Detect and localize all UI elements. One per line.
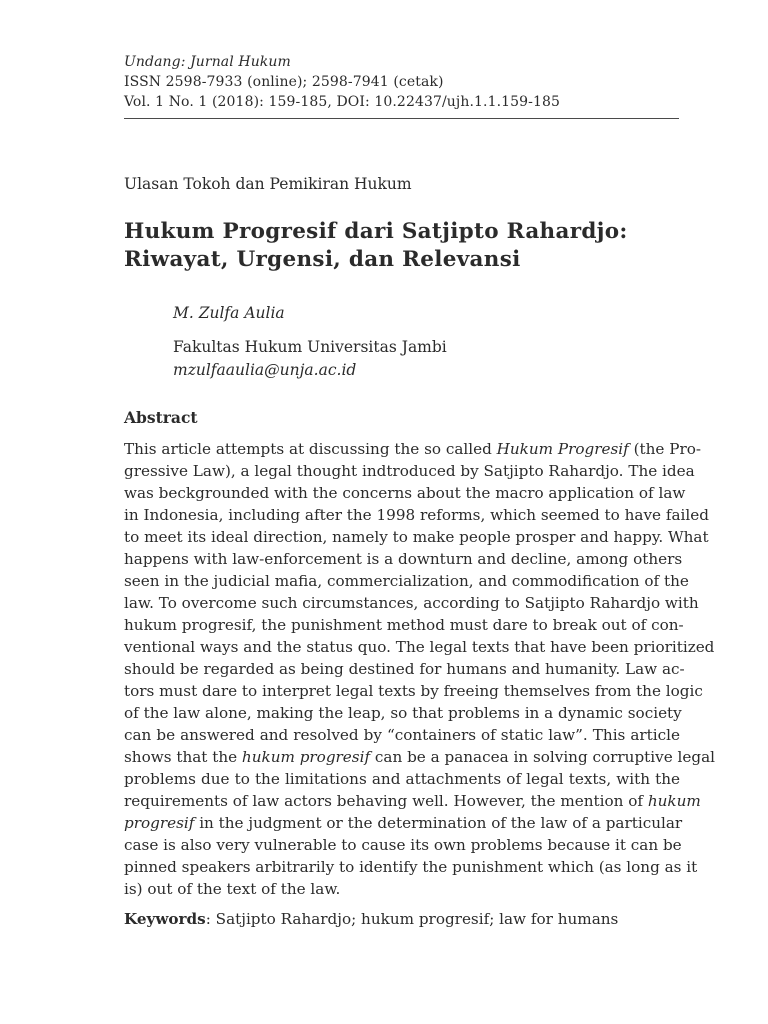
abstract-line [124, 834, 680, 856]
abstract-text: seen in the judicial mafia, commercialization, and commodification of the [124, 572, 689, 590]
abstract-line [124, 856, 698, 878]
abstract-line [124, 460, 695, 482]
keywords-label: Keywords [124, 910, 206, 928]
volume-doi-line: Vol. 1 No. 1 (2018): 159-185, DOI: 10.22437/ujh.1.1.159-185 [124, 94, 561, 110]
abstract-line [124, 812, 683, 834]
abstract-text: law. To overcome such circumstances, according to Satjipto Rahardjo with [124, 594, 699, 612]
abstract-line [124, 614, 684, 636]
abstract-text: pinned speakers arbitrarily to identify the punishment which (as long as it [124, 858, 698, 876]
abstract-line [124, 658, 685, 680]
title-line-2: Riwayat, Urgensi, dan Relevansi [124, 247, 521, 272]
abstract-line [124, 790, 701, 812]
author-affiliation: Fakultas Hukum Universitas Jambi [173, 338, 447, 356]
abstract-text: can be a panacea in solving corruptive legal [370, 748, 716, 766]
abstract-text: ventional ways and the status quo. The legal texts that have been prioritized [124, 638, 715, 656]
abstract-text: requirements of law actors behaving well. However, the mention of [124, 792, 648, 810]
abstract-body [124, 438, 716, 900]
issn-line: ISSN 2598-7933 (online); 2598-7941 (cetak) [124, 74, 444, 90]
abstract-text: shows that the [124, 748, 242, 766]
abstract-line [124, 570, 689, 592]
abstract-line [124, 482, 686, 504]
abstract-line [124, 438, 701, 460]
keywords-line [124, 908, 618, 930]
abstract-text: in Indonesia, including after the 1998 reforms, which seemed to have failed [124, 506, 709, 524]
abstract-italic-term: Hukum Progresif [496, 440, 629, 458]
abstract-text: is) out of the text of the law. [124, 880, 341, 898]
abstract-text: happens with law-enforcement is a downturn and decline, among others [124, 550, 683, 568]
abstract-text: can be answered and resolved by “containers of static law”. This article [124, 726, 680, 744]
abstract-text: This article attempts at discussing the so called [124, 440, 497, 458]
abstract-text: should be regarded as being destined for humans and humanity. Law ac- [124, 660, 685, 678]
abstract-line [124, 680, 703, 702]
abstract-italic-term: progresif [124, 814, 195, 832]
title-line-1: Hukum Progresif dari Satjipto Rahardjo: [124, 219, 628, 244]
abstract-text: in the judgment or the determination of the law of a particular [194, 814, 683, 832]
abstract-text: of the law alone, making the leap, so that problems in a dynamic society [124, 704, 682, 722]
abstract-line [124, 724, 680, 746]
abstract-text: was beckgrounded with the concerns about the macro application of law [124, 484, 686, 502]
abstract-text: (the Pro- [628, 440, 701, 458]
abstract-heading: Abstract [124, 408, 198, 427]
abstract-text: hukum progresif, the punishment method must dare to break out of con- [124, 616, 684, 634]
abstract-line [124, 548, 683, 570]
journal-header [124, 52, 680, 112]
abstract-text: problems due to the limitations and attachments of legal texts, with the [124, 770, 680, 788]
article-title [124, 218, 680, 274]
abstract-text: case is also very vulnerable to cause its own problems because it can be [124, 836, 682, 854]
abstract-line [124, 526, 709, 548]
article-first-page [124, 0, 716, 1024]
abstract-italic-term: hukum [647, 792, 701, 810]
journal-name: Undang: Jurnal Hukum [124, 54, 291, 70]
keywords-text: : Satjipto Rahardjo; hukum progresif; law for humans [205, 910, 619, 928]
section-label: Ulasan Tokoh dan Pemikiran Hukum [124, 175, 412, 193]
abstract-line [124, 636, 715, 658]
abstract-line [124, 702, 680, 724]
abstract-line [124, 878, 680, 900]
author-block [173, 302, 447, 382]
author-name: M. Zulfa Aulia [173, 304, 285, 322]
author-email: mzulfaaulia@unja.ac.id [173, 361, 357, 379]
abstract-text: tors must dare to interpret legal texts by freeing themselves from the logic [124, 682, 703, 700]
abstract-line [124, 592, 699, 614]
abstract-italic-term: hukum progresif [241, 748, 371, 766]
header-divider [124, 118, 679, 119]
abstract-text: gressive Law), a legal thought indtroduced by Satjipto Rahardjo. The idea [124, 462, 695, 480]
abstract-line [124, 746, 716, 768]
abstract-line [124, 768, 680, 790]
abstract-line [124, 504, 709, 526]
abstract-text: to meet its ideal direction, namely to make people prosper and happy. What [124, 528, 709, 546]
